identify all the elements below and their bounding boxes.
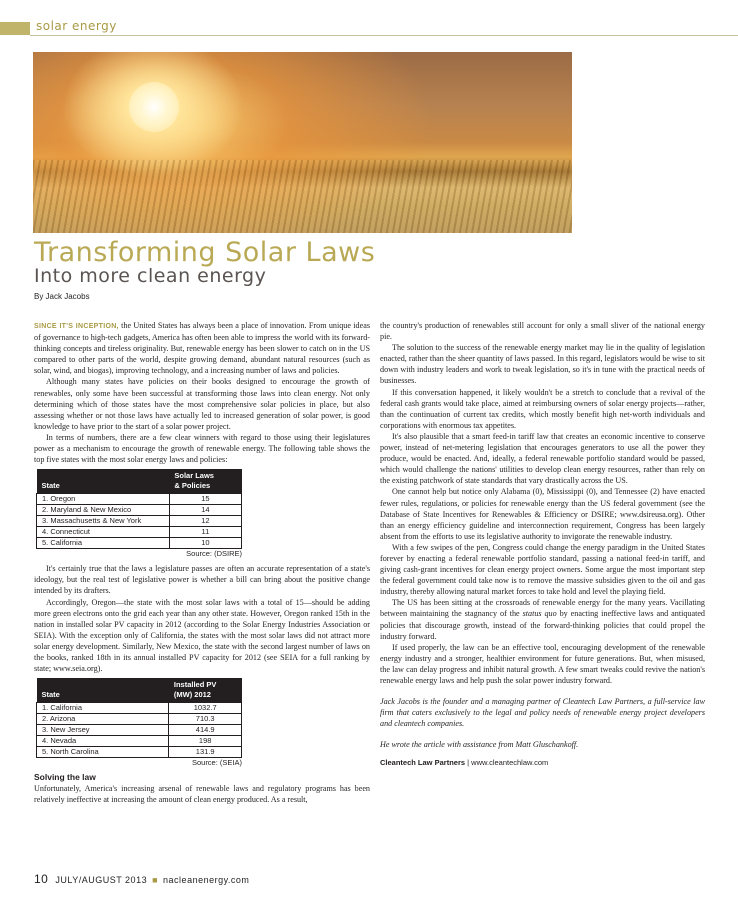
byline: By Jack Jacobs: [34, 292, 90, 301]
left-column: [34, 320, 370, 805]
paragraph: In terms of numbers, there are a few clear winners with regard to those using their legislatures power as a mechanism to encourage the growth of renewable energy. The following table shows the top five states with the most solar energy laws and policies:: [34, 432, 370, 465]
table-cell-value: 1032.7: [169, 703, 242, 714]
page-number: 10: [34, 872, 49, 886]
header-color-block: [0, 22, 30, 35]
table-cell-value: 710.3: [169, 714, 242, 725]
table-header-value: [169, 678, 242, 703]
table-header-state: State: [37, 678, 169, 703]
paragraph: If used properly, the law can be an effective tool, encouraging development of the renewable energy industry and a stronger, healthier environment for future generations. But, when misused, the law can delay progress and inhibit natural growth. A few smart tweaks could revive the nation's renewable energy laws and help push the solar power industry forward.: [380, 642, 705, 685]
table-header-value: [169, 469, 241, 494]
table-cell-state: 3. Massachusetts & New York: [37, 516, 170, 527]
paragraph: [380, 597, 705, 641]
article-subtitle: Into more clean energy: [34, 265, 267, 287]
table-cell-state: 4. Nevada: [37, 736, 169, 747]
page-footer: [34, 872, 249, 886]
paragraph: With a few swipes of the pen, Congress could change the energy paradigm in the United States forever by enacting a federal renewable portfolio standard, passing a national feed-in tariff, and giving cash-grant incentives for clean energy project owners. Some argue the most important step the federal government could take now is to remove the massive subsidies given to the oil and gas industry, thereby allowing natural market forces to take hold and level the playing field.: [380, 542, 705, 597]
table-cell-state: 1. California: [37, 703, 169, 714]
installed-pv-table: [36, 678, 242, 758]
table-cell-value: 14: [169, 505, 241, 516]
firm-name: Cleantech Law Partners: [380, 758, 466, 768]
header-line: & Policies: [174, 481, 211, 491]
emphasis: status quo: [522, 609, 557, 619]
article-title: Transforming Solar Laws: [34, 237, 376, 268]
table-row: [37, 736, 242, 747]
hero-image-solar-field: [33, 52, 572, 233]
paragraph: If this conversation happened, it likely wouldn't be a stretch to conclude that a revival of the federal cash grants would take place, aimed at reimbursing owners of solar energy projects—rather, than the continuation of current tax credits, which mostly benefit high net-worth individuals and corporations with enormous tax appetites.: [380, 387, 705, 430]
firm-url[interactable]: www.cleantechlaw.com: [471, 758, 549, 768]
paragraph-text: by enacting ineffective laws and antiquated policies that discourage growth, instead of the forward-thinking policies that could propel the industry forward.: [380, 609, 705, 641]
right-column: [380, 320, 705, 769]
table-cell-value: 414.9: [169, 725, 242, 736]
paragraph-text: the United States has always been a place of innovation. From unique ideas of governance to high-tech gadgets, America has often been able to impress the world with its forward-thinking concepts and tireless originality. But, renewable energy has been slower to catch on in the US compared to other parts of the world, despite growing demand, abundant natural resources (such as solar, wind, and biogas), improving technology, and a increasing number of laws and policies.: [34, 321, 370, 376]
table-row: [37, 494, 242, 505]
table-row: [37, 725, 242, 736]
header-line: (MW) 2012: [173, 690, 211, 700]
header-line: Solar Laws: [174, 471, 214, 481]
solar-laws-table: [36, 469, 242, 549]
section-label: solar energy: [36, 19, 117, 33]
footer-separator: ■: [152, 875, 159, 885]
table-cell-state: 3. New Jersey: [37, 725, 169, 736]
table-cell-state: 4. Connecticut: [37, 527, 170, 538]
paragraph: Accordingly, Oregon—the state with the most solar laws with a total of 15—should be adding more green electrons onto the grid each year than any other state. However, Oregon ranked 15th in the nation in installed solar PV capacity in 2012 (according to the Solar Energy Industries Association or SEIA). With the exception only of California, the states with the most solar laws did not attract more solar energy development. Similarly, New Mexico, the state with the second largest number of laws on the books, ranked 18th in its annual installed PV capacity for 2012 (see SEIA for a full ranking by state; www.seia.org).: [34, 597, 370, 674]
table-cell-state: 2. Maryland & New Mexico: [37, 505, 170, 516]
table-row: [37, 505, 242, 516]
table-cell-value: 11: [169, 527, 241, 538]
lead-in: SINCE IT'S INCEPTION,: [34, 323, 119, 330]
paragraph: Unfortunately, America's increasing arsenal of renewable laws and regulatory programs has been relatively ineffective at increasing the amount of clean energy produced. As a result,: [34, 784, 370, 805]
issue-date: JULY/AUGUST 2013: [55, 875, 148, 885]
table-row: [37, 527, 242, 538]
table-cell-value: 131.9: [169, 747, 242, 758]
paragraph: It's certainly true that the laws a legislature passes are often an accurate representation of a state's ideology, but the real test of legislative power is whether a bill can bring about the positive change intended by its drafters.: [34, 564, 370, 596]
table-source: Source: (SEIA): [191, 758, 242, 768]
table-cell-state: 2. Arizona: [37, 714, 169, 725]
sun-glare: [129, 82, 179, 132]
table-cell-value: 12: [169, 516, 241, 527]
table-header-row: [37, 678, 242, 703]
section-heading: Solving the law: [34, 772, 96, 783]
table-cell-state: 1. Oregon: [37, 494, 170, 505]
table-row: [37, 747, 242, 758]
table-cell-state: 5. North Carolina: [37, 747, 169, 758]
paragraph: It's also plausible that a smart feed-in tariff law that creates an economic incentive to conserve power, instead of net-metering legislation that encourages generators to use all the power they produce, would be enacted. And, ideally, a federal renewable portfolio standard would be passed, which would challenge the nations' utilities to develop clean energy resources, rather than rely on the existing patchwork of state standards that vary drastically across the US.: [380, 431, 705, 486]
table-row: [37, 714, 242, 725]
author-bio: Jack Jacobs is the founder and a managing partner of Cleantech Law Partners, a full-service law firm that caters exclusively to the legal and policy needs of renewable energy project developers and cleantech companies.: [380, 697, 705, 729]
site-url[interactable]: nacleanenergy.com: [163, 875, 250, 885]
paragraph: One cannot help but notice only Alabama (0), Mississippi (0), and Tennessee (2) have enacted fewer rules, regulations, or policies for renewable energy than the US federal government (see the Database of State Incentives for Renewables & Efficiency or DSIRE; www.dsireusa.org). Other than an energy efficiency guideline and interconnection requirement, Congress has been largely absent from the efforts to use its legislative authority to invigorate the renewable industry.: [380, 487, 705, 541]
firm-separator: |: [465, 758, 472, 768]
table-cell-value: 10: [169, 538, 241, 549]
table-header-state: State: [37, 469, 170, 494]
firm-credit: [380, 757, 705, 768]
table-row: [37, 703, 242, 714]
paragraph: The solution to the success of the renewable energy market may lie in the quality of legislation enacted, rather than the sheer quantity of laws passed. In this regard, legislators would be wise to sit down with industry leaders and work to tweak legislation, so it's in tune with the practical needs of businesses.: [380, 343, 705, 386]
table-cell-state: 5. California: [37, 538, 170, 549]
table-row: [37, 516, 242, 527]
table-source: Source: (DSIRE): [186, 549, 242, 559]
paragraph: Although many states have policies on their books designed to encourage the growth of renewables, only some have been successful at transforming those laws into clean energy. Not only determining which of those states have the most comprehensive solar policies in place, but also assessing whether or not those laws have actually led to increased generation of solar power, is good knowledge to have prior to the start of a solar power project.: [34, 377, 370, 431]
table-header-row: [37, 469, 242, 494]
table-cell-value: 198: [169, 736, 242, 747]
table-cell-value: 15: [169, 494, 241, 505]
table-row: [37, 538, 242, 549]
paragraph: [34, 320, 370, 376]
paragraph: the country's production of renewables still account for only a small sliver of the national energy pie.: [380, 321, 705, 342]
header-rule: [30, 35, 738, 36]
header-line: Installed PV: [173, 680, 217, 690]
paragraph-text: The US has been sitting at the crossroads of renewable energy for the many years. Vacillating between maintaining the stagnancy of the: [380, 598, 705, 619]
author-note: He wrote the article with assistance from Matt Gluschankoff.: [380, 740, 579, 750]
